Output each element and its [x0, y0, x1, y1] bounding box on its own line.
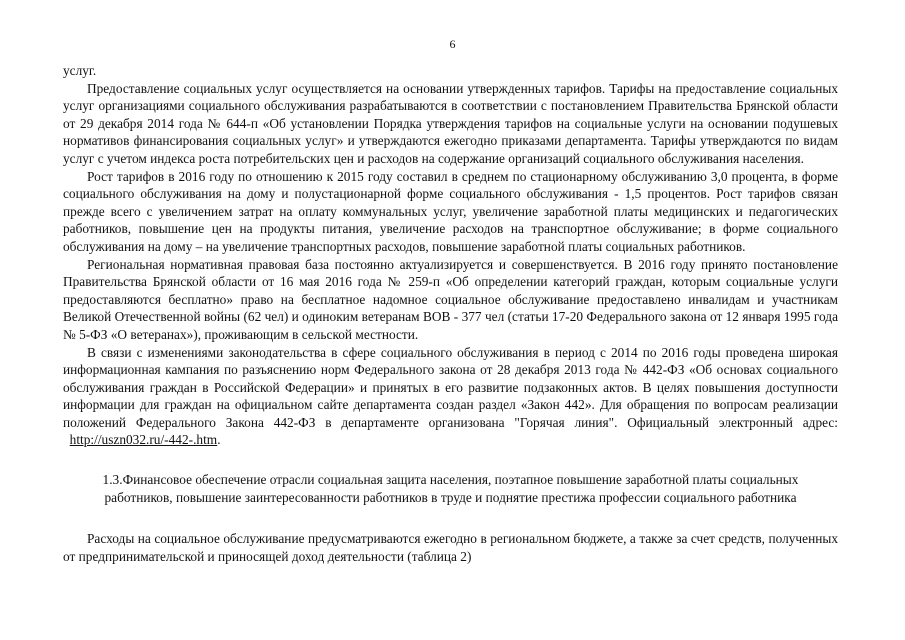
paragraph-regional-regulations: Региональная нормативная правовая база постоянно актуализируется и совершенствуется. В 2016 году принято постановление Правительства Брянской области от 16 мая 2016 года № 259-п «Об определении категорий граждан, которым социальные услуги предоставляются бесплатно» право на бесплатное надомное социальное обслуживание предоставлено инвалидам и участникам Великой Отечественной войны (62 чел) и одиноким ветеранам ВОВ - 377 чел (статьи 17-20 Федерального закона от 12 января 1995 года № 5-ФЗ «О ветеранах»), проживающим в сельской местности. — [63, 256, 838, 342]
document-body — [63, 62, 838, 565]
official-web-link[interactable]: http://uszn032.ru/-442-.htm — [69, 432, 218, 448]
law-information-period: . — [217, 432, 221, 448]
law-information-text: В связи с изменениями законодательства в сфере социального обслуживания в период с 2014 по 2016 годы проведена широкая информационная кампания по разъяснению норм Федерального закона от 28 декабря 2013 года № 442-ФЗ «Об основах социального обслуживания граждан в Российской Федерации» и принятых в его развитие подзаконных актов. В целях повышения доступности информации для граждан на официальном сайте департамента создан раздел «Закон 442». Для обращения по вопросам реализации положений Федерального Закона 442-ФЗ в департаменте организована "Горячая линия". Официальный электронный адрес: — [63, 344, 838, 430]
paragraph-expenses: Расходы на социальное обслуживание предусматриваются ежегодно в региональном бюджете, а также за счет средств, полученных от предпринимательской и приносящей доход деятельности (таблица 2) — [63, 531, 838, 564]
section-heading: 1.3.Финансовое обеспечение отрасли социальная защита населения, поэтапное повышение заработной платы социальных работников, повышение заинтересованности работников в труде и поднятие престижа профессии социального работника — [102, 472, 799, 505]
paragraph-tariff-growth: Рост тарифов в 2016 году по отношению к 2015 году составил в среднем по стационарному обслуживанию 3,0 процента, в форме социального обслуживания на дому и полустационарной форме социального обслуживания - 1,5 процентов. Рост тарифов связан прежде всего с увеличением затрат на оплату коммунальных услуг, увеличение заработной платы медицинских и педагогических работников, повышение цен на продукты питания, увеличение расходов на транспортное обслуживание; в форме социального обслуживания на дому – на увеличение транспортных расходов, повышение заработной платы социальных работников. — [63, 168, 838, 254]
paragraph-continuation: услуг. — [63, 63, 97, 78]
paragraph-tariffs: Предоставление социальных услуг осуществляется на основании утвержденных тарифов. Тарифы на предоставление социальных услуг организациями социального обслуживания разрабатываются в соответствии с постановлением Правительства Брянской области от 29 декабря 2014 года № 644-п «Об установлении Порядка утверждения тарифов на социальные услуги на основании подушевых нормативов финансирования социальных услуг» и утверждаются ежегодно приказами департамента. Тарифы утверждаются по видам услуг с учетом индекса роста потребительских цен и расходов на содержание организаций социального обслуживания населения. — [63, 80, 838, 166]
paragraph-law-information — [63, 344, 838, 450]
page-number: 6 — [449, 37, 456, 51]
